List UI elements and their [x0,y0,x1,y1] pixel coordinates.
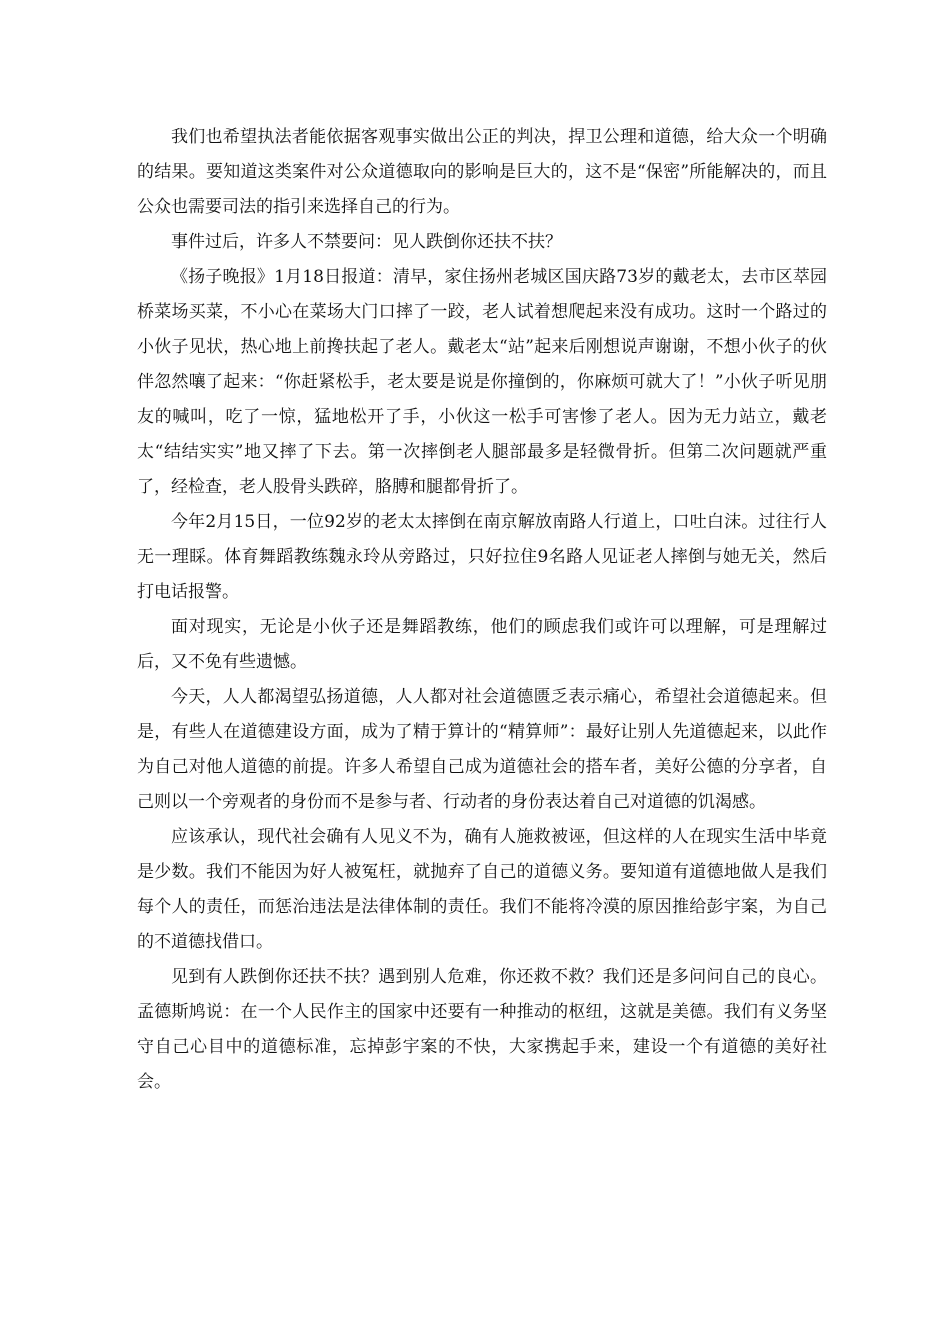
paragraph-2: 事件过后，许多人不禁要问：见人跌倒你还扶不扶？ [171,232,562,252]
paragraph-8: 见到有人跌倒你还扶不扶？遇到别人危难，你还救不救？我们还是多问问自己的良心。孟德斯鸠说：在一个人民作主的国家中还要有一种推动的枢纽，这就是美德。我们有义务坚守自己心目中的道德标准，忘掉彭宇案的不快，大家携起手来，建设一个有道德的美好社会。 [137,967,827,1092]
document-body [137,120,827,1100]
paragraph-4: 今年2月15日，一位92岁的老太太摔倒在南京解放南路人行道上，口吐白沫。过往行人无一理睬。体育舞蹈教练魏永玲从旁路过，只好拉住9名路人见证老人摔倒与她无关，然后打电话报警。 [137,512,827,602]
paragraph-6: 今天，人人都渴望弘扬道德，人人都对社会道德匮乏表示痛心，希望社会道德起来。但是，有些人在道德建设方面，成为了精于算计的“精算师”：最好让别人先道德起来，以此作为自己对他人道德的前提。许多人希望自己成为道德社会的搭车者，美好公德的分享者，自己则以一个旁观者的身份而不是参与者、行动者的身份表达着自己对道德的饥渴感。 [137,687,827,812]
paragraph-7: 应该承认，现代社会确有人见义不为，确有人施救被诬，但这样的人在现实生活中毕竟是少数。我们不能因为好人被冤枉，就抛弃了自己的道德义务。要知道有道德地做人是我们每个人的责任，而惩治违法是法律体制的责任。我们不能将冷漠的原因推给彭宇案，为自己的不道德找借口。 [137,827,827,952]
paragraph-5: 面对现实，无论是小伙子还是舞蹈教练，他们的顾虑我们或许可以理解，可是理解过后，又不免有些遗憾。 [137,617,827,672]
paragraph-3: 《扬子晚报》1月18日报道：清早，家住扬州老城区国庆路73岁的戴老太，去市区萃园桥菜场买菜，不小心在菜场大门口摔了一跤，老人试着想爬起来没有成功。这时一个路过的小伙子见状，热心地上前搀扶起了老人。戴老太“站”起来后刚想说声谢谢，不想小伙子的伙伴忽然嚷了起来：“你赶紧松手，老太要是说是你撞倒的，你麻烦可就大了！”小伙子听见朋友的喊叫，吃了一惊，猛地松开了手，小伙这一松手可害惨了老人。因为无力站立，戴老太“结结实实”地又摔了下去。第一次摔倒老人腿部最多是轻微骨折。但第二次问题就严重了，经检查，老人股骨头跌碎，胳膊和腿都骨折了。 [137,267,827,497]
paragraph-1: 我们也希望执法者能依据客观事实做出公正的判决，捍卫公理和道德，给大众一个明确的结果。要知道这类案件对公众道德取向的影响是巨大的，这不是“保密”所能解决的，而且公众也需要司法的指引来选择自己的行为。 [137,127,827,217]
